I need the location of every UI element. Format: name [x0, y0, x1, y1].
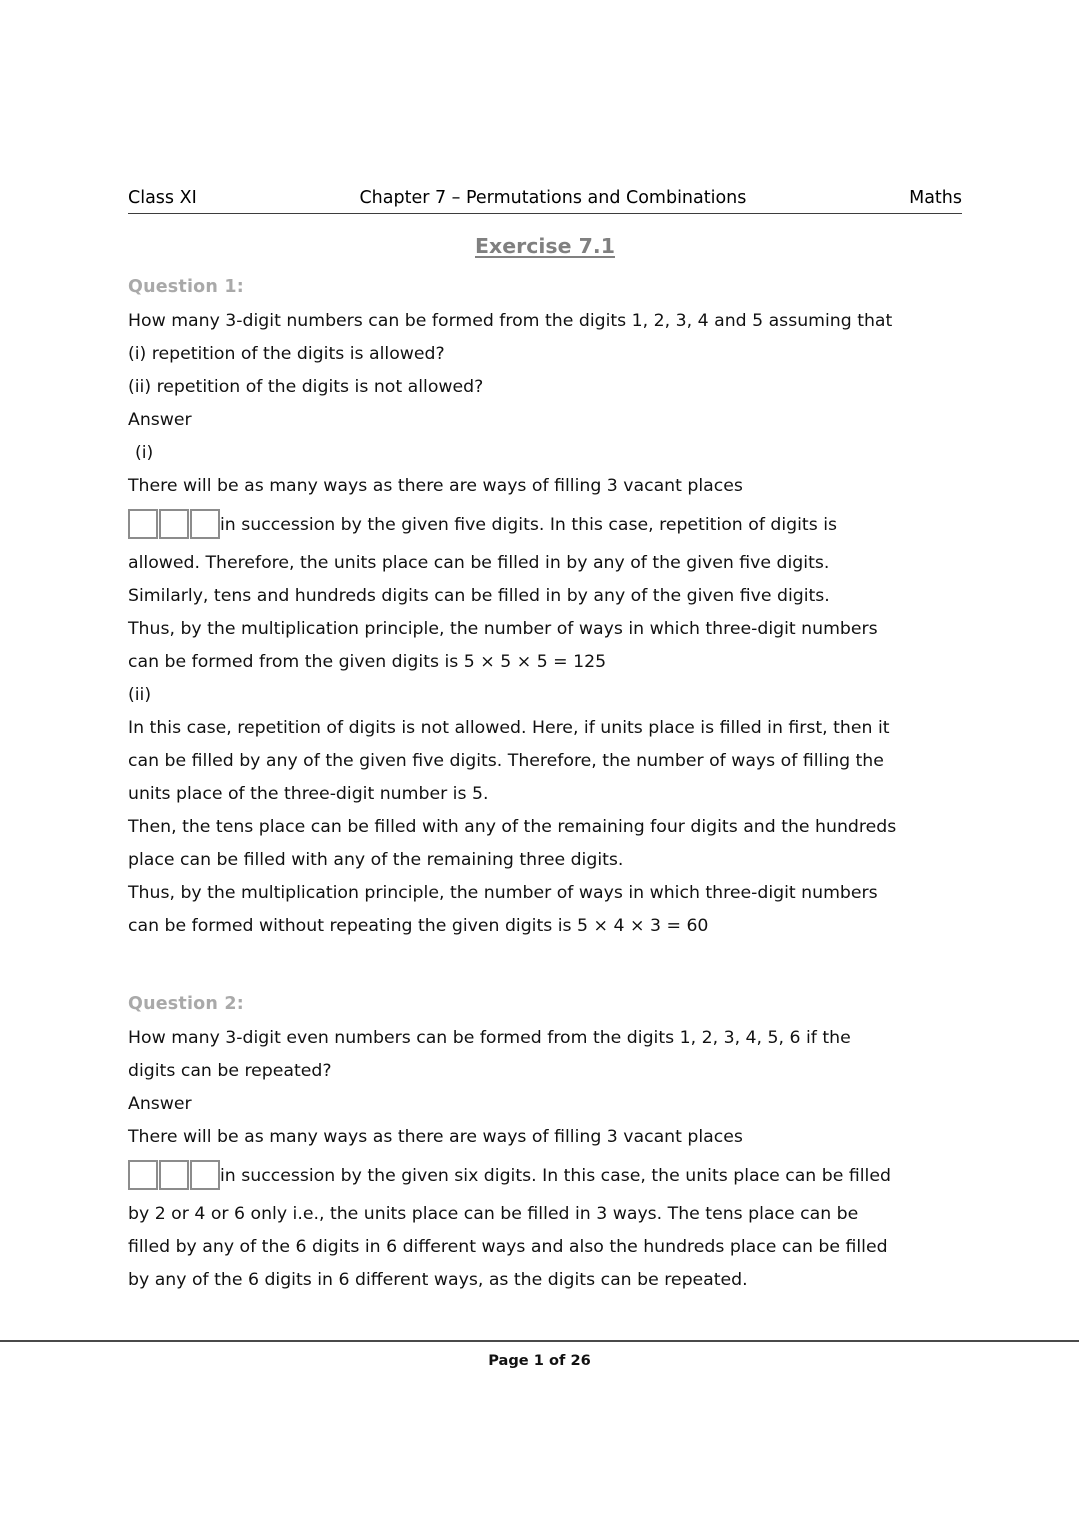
vacant-place-box	[190, 1160, 220, 1190]
question-1-part-ii-body-line-5: place can be filled with any of the remaining three digits.	[128, 850, 624, 870]
header-divider	[128, 213, 962, 214]
question-2-intro: There will be as many ways as there are ways of filling 3 vacant places	[128, 1127, 743, 1147]
question-2-prompt-line-2: digits can be repeated?	[128, 1061, 332, 1081]
question-1-boxes-tail-text: in succession by the given five digits. In this case, repetition of digits is	[220, 515, 838, 535]
question-1-prompt-line-1: How many 3-digit numbers can be formed from the digits 1, 2, 3, 4 and 5 assuming that	[128, 311, 893, 331]
question-2-body-line-1: by 2 or 4 or 6 only i.e., the units place can be filled in 3 ways. The tens place can be	[128, 1204, 859, 1224]
exercise-title	[128, 234, 962, 258]
vacant-place-box	[128, 1160, 158, 1190]
question-2-heading: Question 2:	[128, 994, 244, 1014]
question-1-prompt-line-2: (i) repetition of the digits is allowed?	[128, 344, 445, 364]
header-class-label: Class XI	[128, 188, 197, 208]
question-1-part-ii-body-line-6: Thus, by the multiplication principle, the number of ways in which three-digit numbers	[128, 883, 878, 903]
question-1-part-ii-body-line-4: Then, the tens place can be filled with any of the remaining four digits and the hundreds	[128, 817, 897, 837]
question-1-part-ii-body-line-7: can be formed without repeating the given digits is 5 × 4 × 3 = 60	[128, 916, 709, 936]
vacant-place-box	[190, 509, 220, 539]
question-2-body-line-3: by any of the 6 digits in 6 different ways, as the digits can be repeated.	[128, 1270, 748, 1290]
question-2-body-line-2: filled by any of the 6 digits in 6 different ways and also the hundreds place can be filled	[128, 1237, 888, 1257]
vacant-places-boxes-1	[128, 509, 220, 539]
question-2-boxes-line	[128, 1154, 966, 1198]
question-1-boxes-line	[128, 503, 966, 547]
question-1-part-ii-label: (ii)	[128, 685, 152, 705]
question-1-part-i-body-line-4: can be formed from the given digits is 5 × 5 × 5 = 125	[128, 652, 607, 672]
question-1-part-ii-body-line-3: units place of the three-digit number is 5.	[128, 784, 489, 804]
question-1-prompt-line-3: (ii) repetition of the digits is not allowed?	[128, 377, 484, 397]
section-gap	[128, 943, 966, 989]
question-1-part-i-body-line-3: Thus, by the multiplication principle, the number of ways in which three-digit numbers	[128, 619, 878, 639]
document-content	[128, 272, 966, 1297]
question-2-boxes-tail-text: in succession by the given six digits. In this case, the units place can be filled	[220, 1166, 891, 1186]
question-1-part-i-intro: There will be as many ways as there are ways of filling 3 vacant places	[128, 476, 743, 496]
vacant-place-box	[128, 509, 158, 539]
question-1-part-ii-body-line-1: In this case, repetition of digits is not allowed. Here, if units place is filled in first, then it	[128, 718, 890, 738]
header-row	[128, 186, 962, 210]
question-1-part-i-body-line-1: allowed. Therefore, the units place can be filled in by any of the given five digits.	[128, 553, 830, 573]
question-2-answer-label: Answer	[128, 1094, 192, 1114]
vacant-places-boxes-2	[128, 1160, 220, 1190]
vacant-place-box	[159, 1160, 189, 1190]
question-1-answer-label: Answer	[128, 410, 192, 430]
exercise-title-text: Exercise 7.1	[475, 234, 615, 258]
question-2-prompt-line-1: How many 3-digit even numbers can be formed from the digits 1, 2, 3, 4, 5, 6 if the	[128, 1028, 851, 1048]
footer-divider	[0, 1340, 1079, 1342]
header-subject-label: Maths	[909, 188, 962, 208]
question-1-heading: Question 1:	[128, 277, 244, 297]
question-1-part-i-label: (i)	[135, 443, 154, 463]
footer-page-number: Page 1 of 26	[488, 1352, 591, 1369]
header-chapter-title: Chapter 7 – Permutations and Combinations	[359, 188, 747, 208]
question-1-part-ii-body-line-2: can be filled by any of the given five digits. Therefore, the number of ways of filling the	[128, 751, 884, 771]
vacant-place-box	[159, 509, 189, 539]
question-1-part-i-body-line-2: Similarly, tens and hundreds digits can be filled in by any of the given five digits.	[128, 586, 830, 606]
page-header	[128, 186, 962, 214]
